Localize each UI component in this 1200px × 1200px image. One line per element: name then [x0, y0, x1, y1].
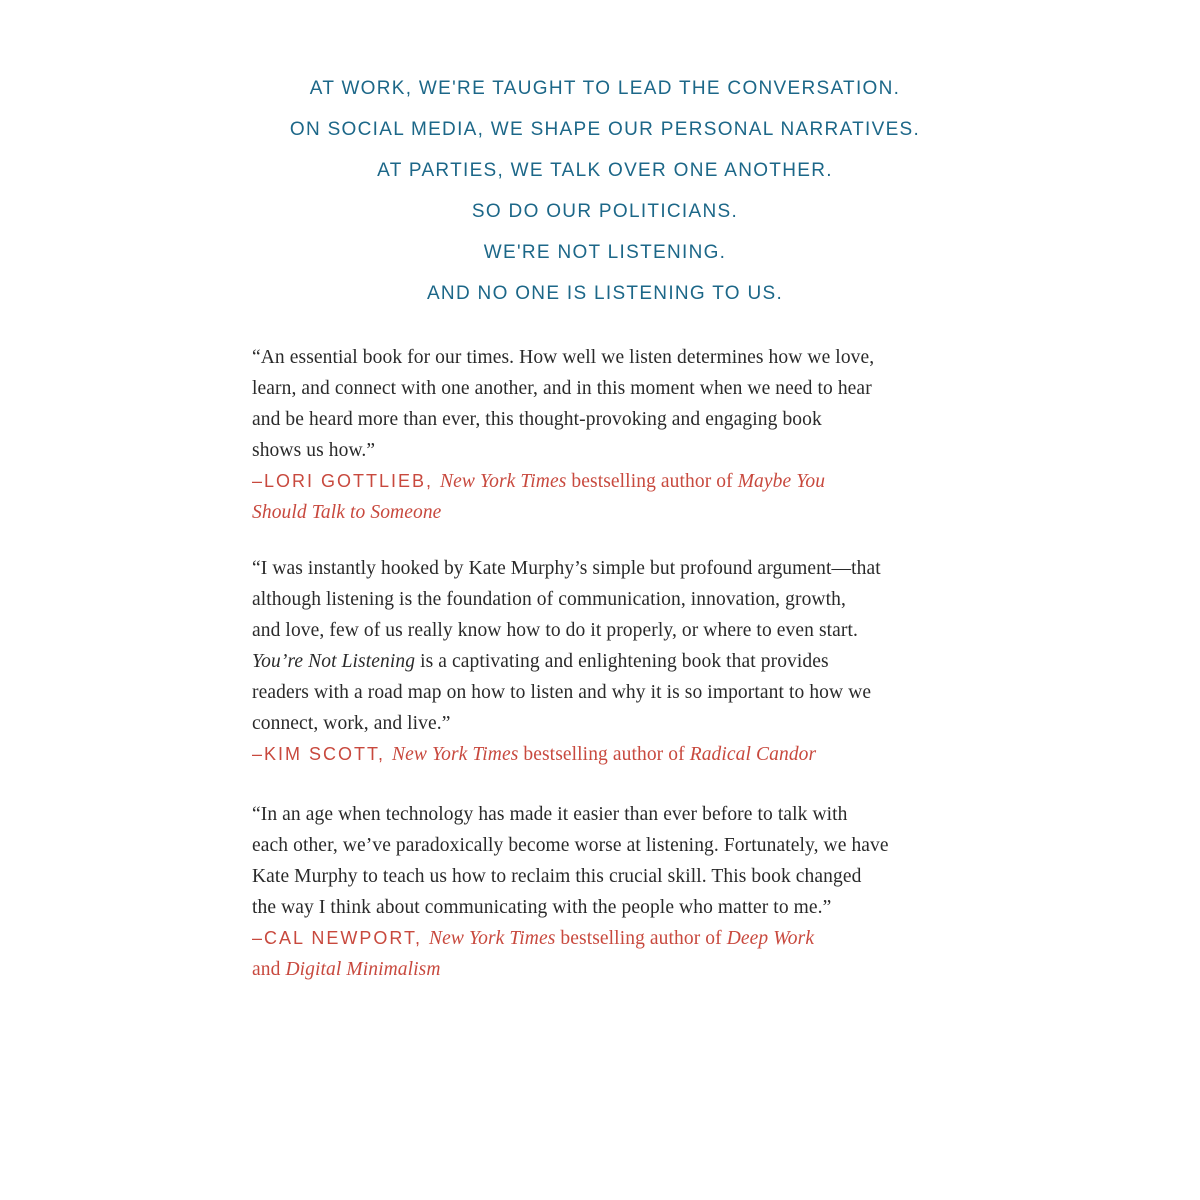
text-segment: shows us how.”	[252, 440, 376, 461]
headline	[0, 68, 1200, 314]
text-segment: “I was instantly hooked by Kate Murphy’s simple but profound argument—that	[252, 558, 881, 579]
quote-line	[252, 373, 972, 404]
italic-title: Digital Minimalism	[285, 959, 441, 980]
blurb-newport	[252, 799, 972, 985]
blurb-scott	[252, 553, 972, 770]
quote-line	[252, 615, 972, 646]
quote-line	[252, 677, 972, 708]
italic-title: Radical Candor	[689, 744, 817, 765]
headline-line: AT PARTIES, WE TALK OVER ONE ANOTHER.	[377, 160, 833, 181]
text-segment: “In an age when technology has made it easier than ever before to talk with	[252, 804, 848, 825]
italic-title: Maybe You	[737, 471, 826, 492]
text-segment: bestselling author of	[566, 471, 738, 492]
text-segment: is a captivating and enlightening book that provides	[415, 651, 829, 672]
quote-line	[252, 435, 972, 466]
quote-line	[252, 646, 972, 677]
quote-line	[252, 584, 972, 615]
italic-title: New York Times	[392, 744, 519, 765]
text-segment: bestselling author of	[555, 928, 727, 949]
quote-line	[252, 799, 972, 830]
quote-line	[252, 708, 972, 739]
text-segment: “An essential book for our times. How well we listen determines how we love,	[252, 347, 875, 368]
quote-line	[252, 342, 972, 373]
headline-line: WE'RE NOT LISTENING.	[483, 242, 727, 263]
headline-line: ON SOCIAL MEDIA, WE SHAPE OUR PERSONAL NARRATIVES.	[289, 119, 921, 140]
attribution-line	[252, 923, 972, 954]
attribution-line	[252, 954, 972, 985]
attribution-line	[252, 497, 972, 528]
text-segment: readers with a road map on how to listen and why it is so important to how we	[252, 682, 872, 703]
author-name: –CAL NEWPORT,	[252, 928, 430, 948]
quote-line	[252, 830, 972, 861]
italic-title: Deep Work	[726, 928, 815, 949]
text-segment: and love, few of us really know how to do it properly, or where to even start.	[252, 620, 858, 641]
text-segment: the way I think about communicating with the people who matter to me.”	[252, 897, 832, 918]
text-segment: each other, we’ve paradoxically become worse at listening. Fortunately, we have	[252, 835, 889, 856]
headline-line: AT WORK, WE'RE TAUGHT TO LEAD THE CONVERSATION.	[309, 78, 901, 99]
headline-line: SO DO OUR POLITICIANS.	[471, 201, 739, 222]
italic-title: New York Times	[429, 928, 556, 949]
blurb-gottlieb	[252, 342, 972, 528]
author-name: –KIM SCOTT,	[252, 744, 393, 764]
quote-line	[252, 892, 972, 923]
italic-title: Should Talk to Someone	[252, 502, 442, 523]
text-segment: connect, work, and live.”	[252, 713, 451, 734]
text-segment: learn, and connect with one another, and in this moment when we need to hear	[252, 378, 872, 399]
text-segment: although listening is the foundation of communication, innovation, growth,	[252, 589, 846, 610]
text-segment: bestselling author of	[518, 744, 690, 765]
headline-line: AND NO ONE IS LISTENING TO US.	[426, 283, 784, 304]
text-segment: Kate Murphy to teach us how to reclaim this crucial skill. This book changed	[252, 866, 862, 887]
quote-line	[252, 404, 972, 435]
text-segment: and be heard more than ever, this thought-provoking and engaging book	[252, 409, 822, 430]
quote-line	[252, 861, 972, 892]
attribution-line	[252, 739, 972, 770]
attribution-line	[252, 466, 972, 497]
quote-line	[252, 553, 972, 584]
author-name: –LORI GOTTLIEB,	[252, 471, 441, 491]
text-segment: and	[252, 959, 286, 980]
italic-title: You’re Not Listening	[252, 651, 416, 672]
italic-title: New York Times	[440, 471, 567, 492]
